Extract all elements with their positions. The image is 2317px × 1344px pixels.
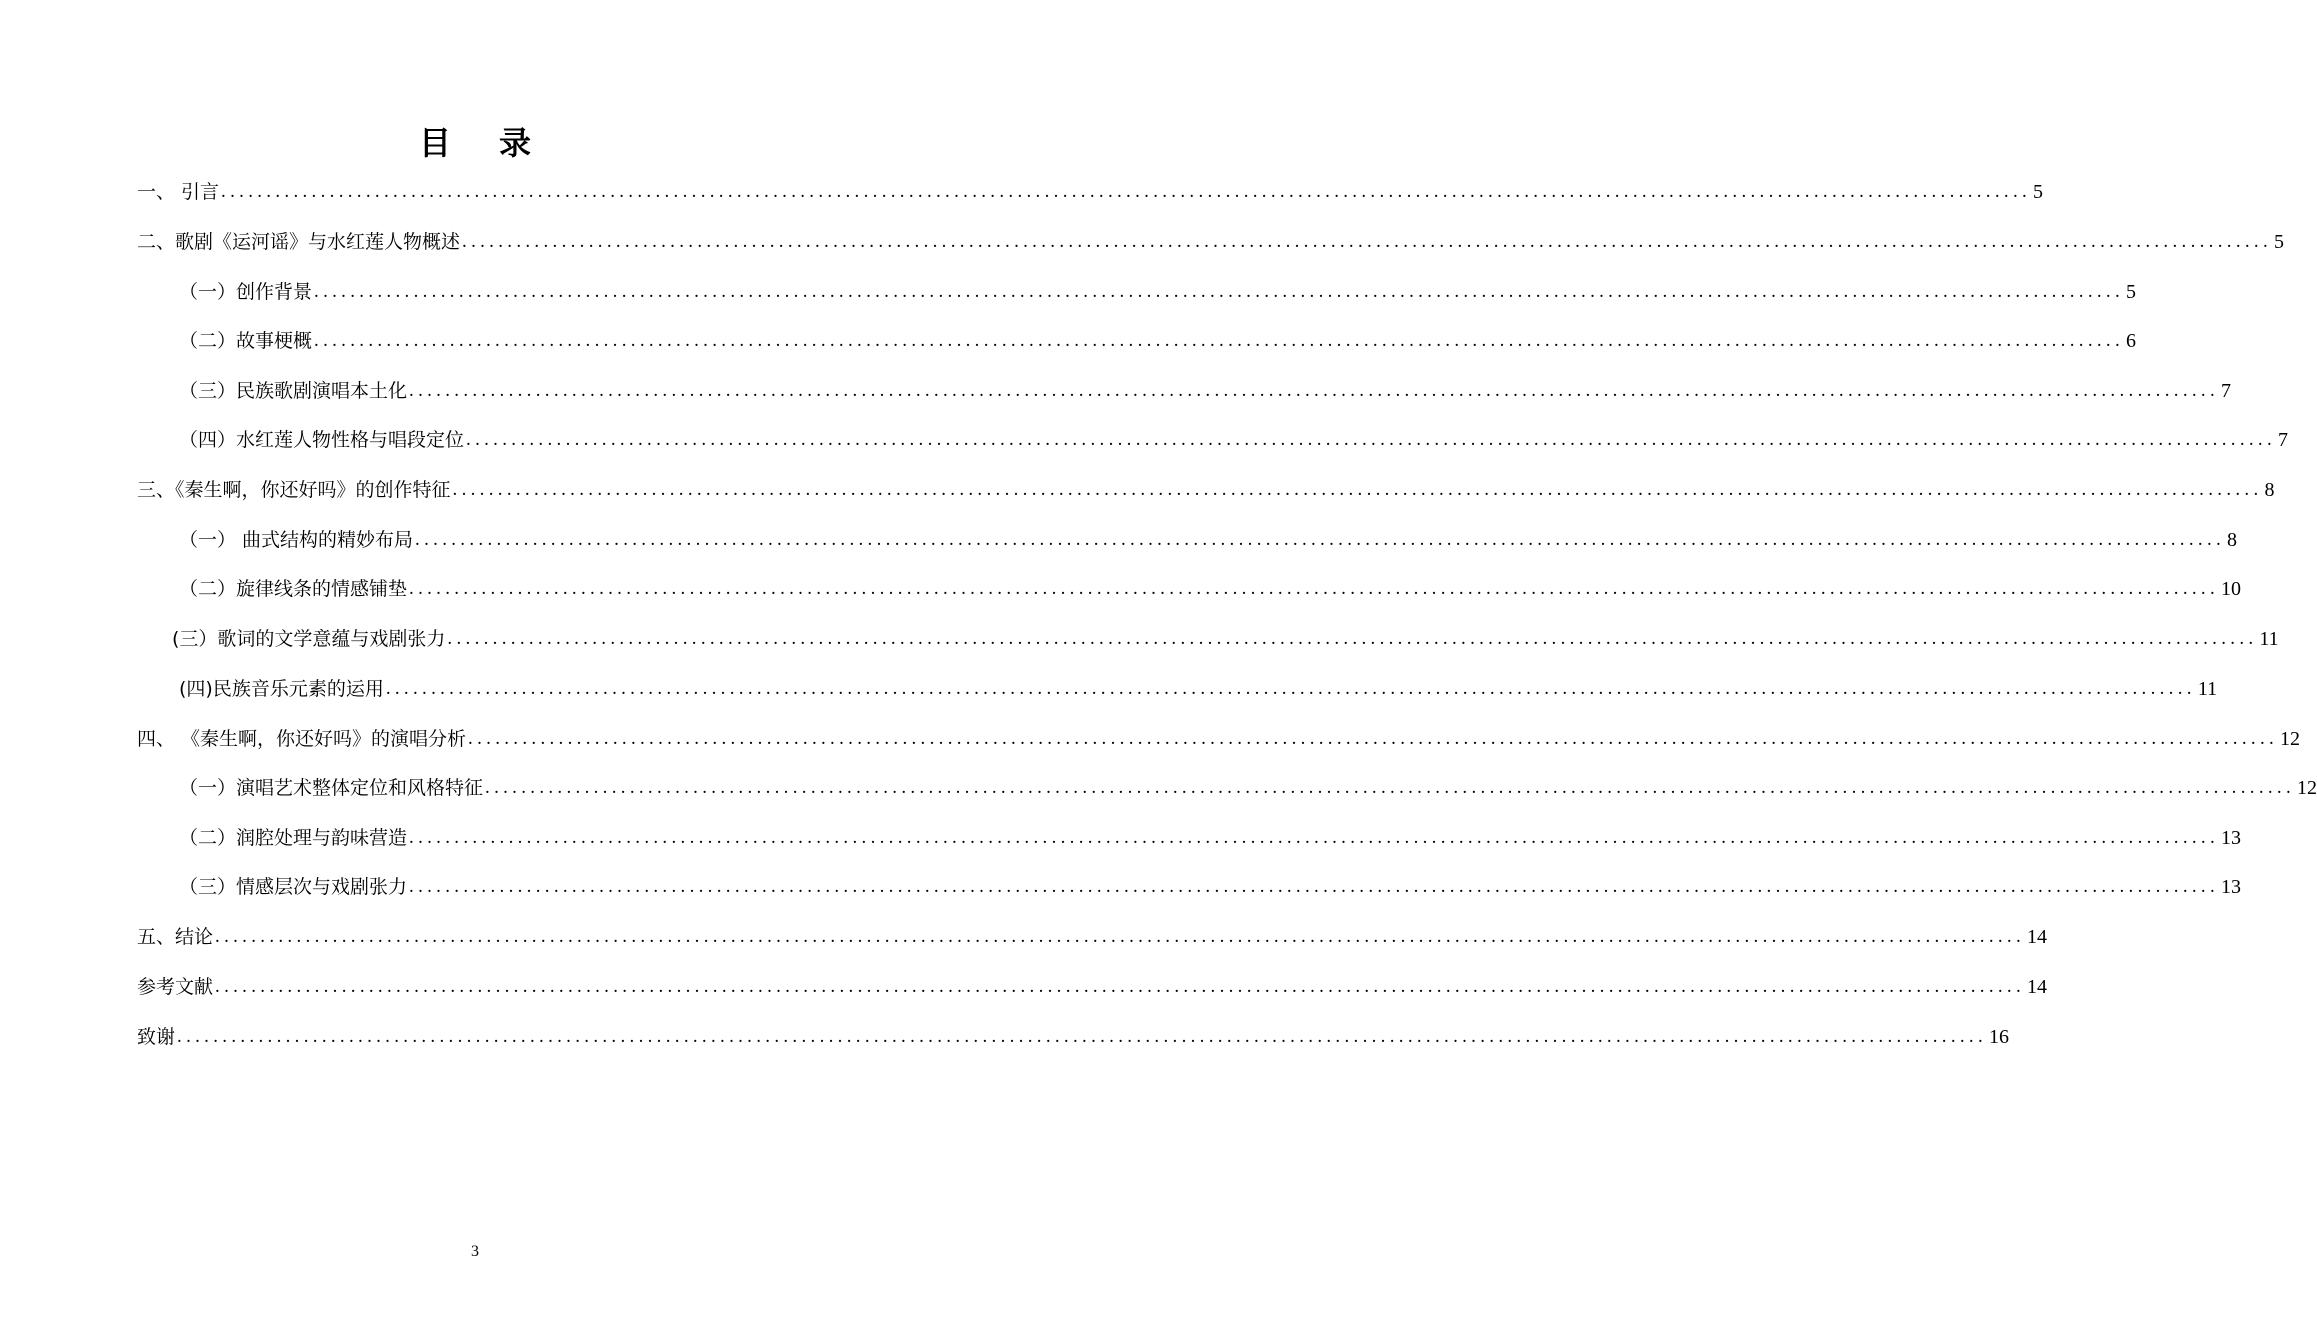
toc-entry[interactable] [137,917,2048,957]
toc-entry-page: 12 [2280,728,2301,750]
dot-leader: ........................................................................................................................................................................................................ [215,976,2026,997]
toc-entry-label: 五、结论 [137,926,214,948]
toc-entry-page: 12 [2297,777,2317,799]
dot-leader: ........................................................................................................................................................................................................ [385,678,2196,699]
toc-entry-label: 二、歌剧《运河谣》与水红莲人物概述 [137,231,461,253]
toc-entry-page: 7 [2278,429,2289,451]
toc-entry-label: （二）旋律线条的情感铺垫 [179,578,408,600]
toc-entry-label: 参考文献 [137,976,214,998]
dot-leader: ........................................................................................................................................................................................................ [409,827,2220,848]
toc-entry-label: （三）情感层次与戏剧张力 [179,876,408,898]
toc-entry-label: 四、 《秦生啊，你还好吗》的演唱分析 [137,728,467,750]
dot-leader: ........................................................................................................................................................................................................ [415,529,2226,550]
dot-leader: ........................................................................................................................................................................................................ [452,479,2263,500]
toc-entry-page: 13 [2221,827,2242,849]
dot-leader: ........................................................................................................................................................................................................ [409,876,2220,897]
dot-leader: ........................................................................................................................................................................................................ [485,777,2296,798]
toc-entry[interactable] [137,967,2048,1007]
title-char-2: 录 [499,124,532,162]
toc-entry-page: 10 [2221,578,2242,600]
toc-entry-page: 11 [2197,678,2218,700]
toc-entry[interactable] [179,420,2289,460]
toc-entry-page: 14 [2027,926,2048,948]
dot-leader: ........................................................................................................................................................................................................ [314,330,2125,351]
toc-entry[interactable] [137,470,2275,510]
toc-entry-page: 8 [2264,479,2275,501]
dot-leader: ........................................................................................................................................................................................................ [314,281,2125,302]
toc-entry-label: 一、 引言 [137,181,220,203]
title-char-1: 目 [418,124,451,162]
dot-leader: ........................................................................................................................................................................................................ [468,728,2279,749]
toc-entry-page: 13 [2221,876,2242,898]
toc-entry[interactable] [179,569,2242,609]
toc-entry-label: (三）歌词的文学意蕴与戏剧张力 [172,628,446,650]
toc-entry-page: 7 [2221,380,2232,402]
toc-entry[interactable] [137,1017,2010,1057]
toc-entry-label: 致谢 [137,1026,176,1048]
toc-entry-label: （一）演唱艺术整体定位和风格特征 [179,777,484,799]
dot-leader: ........................................................................................................................................................................................................ [409,380,2220,401]
toc-entry-label: （一）创作背景 [179,281,313,303]
dot-leader: ........................................................................................................................................................................................................ [177,1026,1988,1047]
toc-entry[interactable] [179,272,2137,312]
toc-entry[interactable] [179,768,2317,808]
toc-entry-label: (四)民族音乐元素的运用 [179,678,384,700]
toc-entry-page: 5 [2274,231,2285,253]
toc-entry[interactable] [179,371,2232,411]
page-number: 3 [471,1243,479,1260]
toc-entry[interactable] [137,222,2285,262]
toc-entry[interactable] [137,719,2301,759]
toc-entry-page: 14 [2027,976,2048,998]
toc-entry-label: （四）水红莲人物性格与唱段定位 [179,429,465,451]
toc-entry-label: （三）民族歌剧演唱本土化 [179,380,408,402]
toc-entry[interactable] [179,867,2242,907]
toc-entry[interactable] [179,520,2238,560]
toc-entry-label: （二）故事梗概 [179,330,313,352]
dot-leader: ........................................................................................................................................................................................................ [221,181,2032,202]
toc-entry-label: 三、《秦生啊，你还好吗》的创作特征 [137,479,451,501]
dot-leader: ........................................................................................................................................................................................................ [466,429,2277,450]
toc-entry-page: 11 [2259,628,2279,650]
toc-entry[interactable] [179,321,2137,361]
toc-entry-page: 6 [2126,330,2137,352]
dot-leader: ........................................................................................................................................................................................................ [409,578,2220,599]
toc-entry-page: 8 [2227,529,2238,551]
page-title [0,118,950,164]
toc-entry[interactable] [172,619,2279,659]
toc-entry-label: （一） 曲式结构的精妙布局 [179,529,414,551]
toc-entry-page: 5 [2126,281,2137,303]
dot-leader: ........................................................................................................................................................................................................ [447,628,2258,649]
dot-leader: ........................................................................................................................................................................................................ [462,231,2273,252]
toc-entry[interactable] [179,818,2242,858]
toc-entry-label: （二）润腔处理与韵味营造 [179,827,408,849]
toc-entry[interactable] [179,669,2218,709]
dot-leader: ........................................................................................................................................................................................................ [215,926,2026,947]
toc-entry-page: 5 [2033,181,2044,203]
toc-entry[interactable] [137,172,2044,212]
toc-entry-page: 16 [1989,1026,2010,1048]
